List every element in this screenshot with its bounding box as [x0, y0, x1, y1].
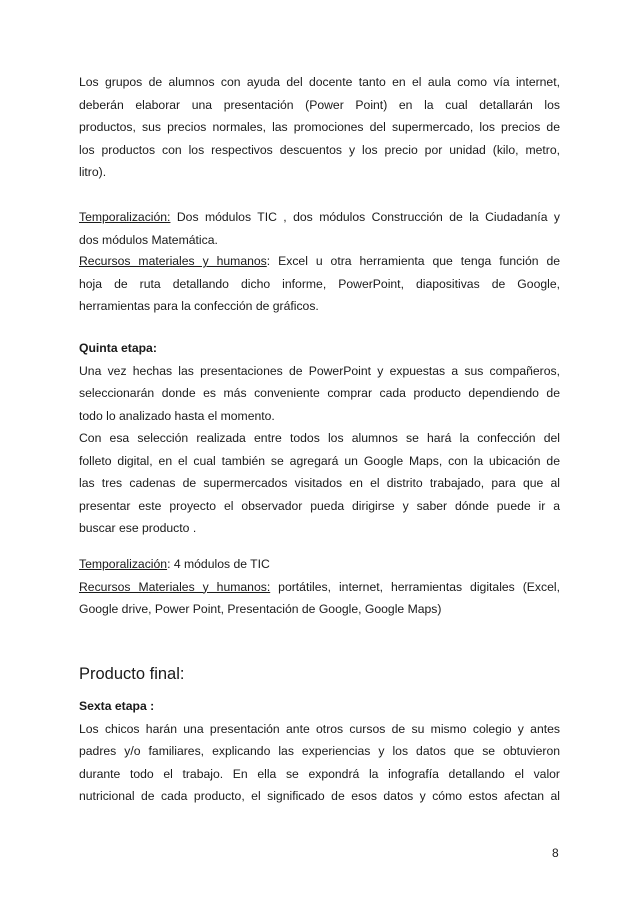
text-line: Google drive, Power Point, Presentación de Google, Google Maps) — [79, 602, 442, 616]
section-title: Quinta etapa: — [79, 341, 157, 355]
text-line: durante todo el trabajo. En ella se expondrá la infografía detallando el valor — [79, 766, 560, 781]
text-line: Con esa selección realizada entre todos los alumnos se hará la confección del — [79, 431, 560, 445]
temporalizacion-label: Temporalización: — [79, 210, 171, 224]
text-line: nutricional de cada producto, el significado de esos datos y cómo estos afectan al — [79, 789, 560, 803]
text-line: los productos con los respectivos descuentos y los precio por unidad (kilo, metro, — [79, 142, 560, 157]
intro-paragraph — [79, 71, 560, 184]
text-line: hoja de ruta detallando dicho informe, PowerPoint, diapositivas de Google, — [79, 276, 560, 291]
temporalizacion-recursos-block — [79, 553, 560, 621]
text-line: todo lo analizado hasta el momento. — [79, 408, 275, 423]
text-line: dos módulos Matemática. — [79, 232, 218, 247]
text-line: Los chicos harán una presentación ante otros cursos de su mismo colegio y antes — [79, 721, 560, 736]
recursos-label: Recursos materiales y humanos — [79, 254, 267, 268]
text-line: padres y/o familiares, explicando las experiencias y los datos que se obtuvieron — [79, 744, 560, 758]
text-line: Una vez hechas las presentaciones de PowerPoint y expuestas a sus compañeros, — [79, 363, 560, 378]
text-line — [79, 553, 560, 576]
temporalizacion-text: Dos módulos TIC , dos módulos Construcción de la Ciudadanía y — [170, 210, 560, 224]
recursos-text: : Excel u otra herramienta que tenga función de — [266, 254, 560, 268]
text-line — [79, 250, 560, 273]
text-line: buscar ese producto . — [79, 521, 197, 535]
section-title: Sexta etapa : — [79, 699, 155, 713]
temporalizacion-block — [79, 206, 560, 251]
text-line: litro). — [79, 165, 107, 179]
text-line: Los grupos de alumnos con ayuda del docente tanto en el aula como vía internet, — [79, 75, 560, 89]
producto-final-heading: Producto final: — [79, 665, 185, 683]
recursos-block — [79, 250, 560, 318]
page-number: 8 — [552, 846, 559, 860]
text-line: herramientas para la confección de gráficos. — [79, 299, 319, 313]
sexta-etapa-section — [79, 695, 560, 808]
quinta-etapa-section — [79, 337, 560, 540]
recursos-text: portátiles, internet, herramientas digitales (Excel, — [270, 579, 560, 594]
text-line: productos, sus precios normales, las promociones del supermercado, los precios de — [79, 120, 560, 134]
recursos-label: Recursos Materiales y humanos: — [79, 579, 271, 594]
temporalizacion-text: : 4 módulos de TIC — [167, 557, 270, 571]
text-line: seleccionarán donde es más conveniente comprar cada producto dependiendo de — [79, 386, 560, 400]
temporalizacion-label: Temporalización — [79, 557, 168, 571]
text-line: folleto digital, en el cual también se agregará un Google Maps, con la ubicación de — [79, 453, 560, 468]
text-line: deberán elaborar una presentación (Power Point) en la cual detallarán los — [79, 97, 560, 112]
text-line: presentar este proyecto el observador pueda dirigirse y saber dónde puede ir a — [79, 498, 560, 513]
text-line — [79, 576, 560, 599]
text-line — [79, 206, 560, 229]
text-line: las tres cadenas de supermercados visitados en el distrito trabajado, para que al — [79, 476, 560, 490]
